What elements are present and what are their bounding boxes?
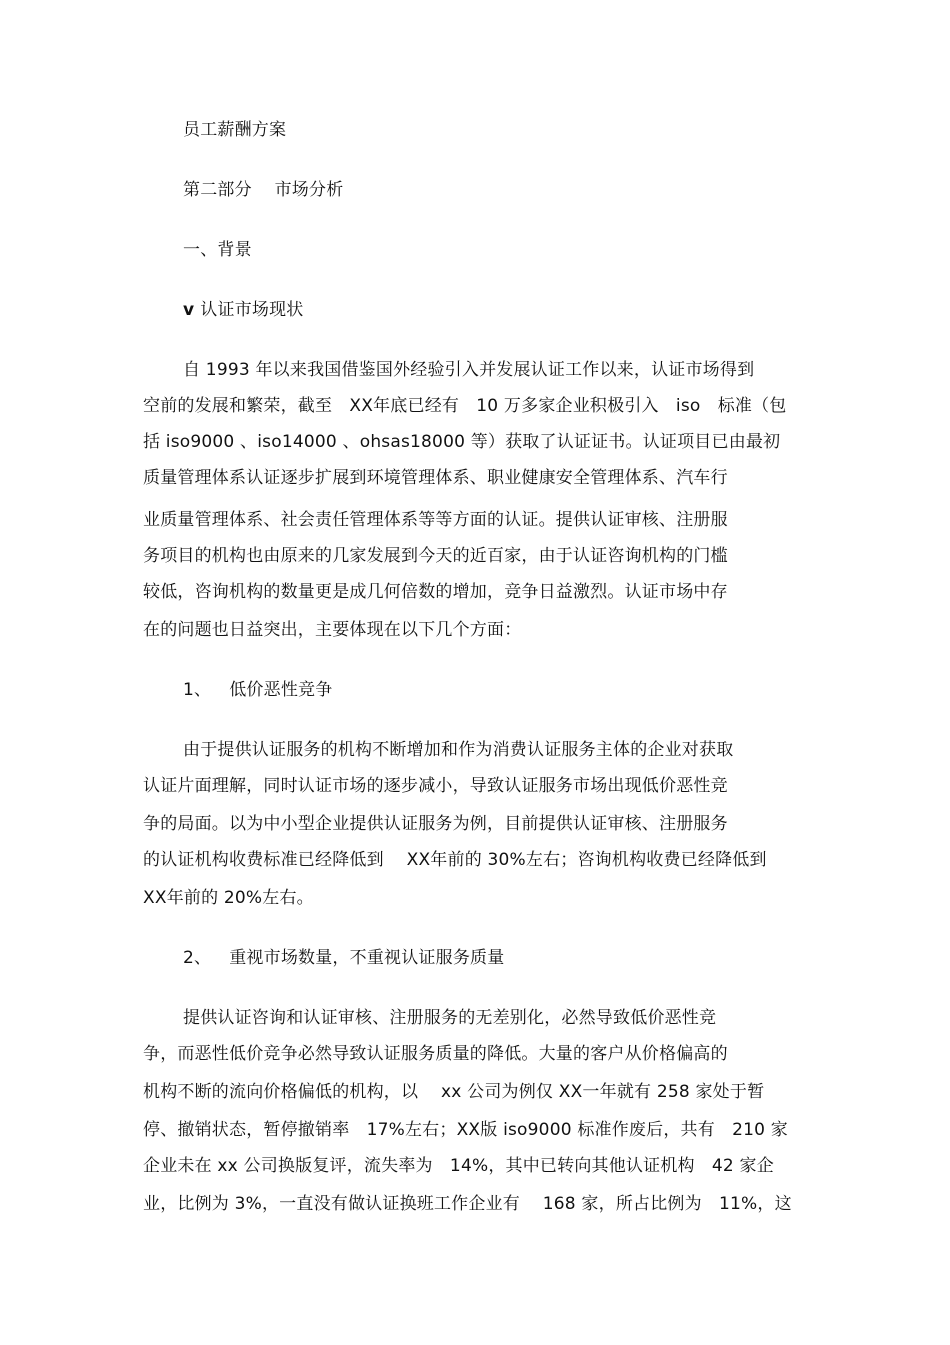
point2-heading [183, 948, 504, 968]
subsection-label: 认证市场现状 [200, 300, 304, 320]
paragraph1-line: 在的问题也日益突出，主要体现在以下几个方面： [143, 620, 522, 640]
paragraph1-line: 务项目的机构也由原来的几家发展到今天的近百家，由于认证咨询机构的门槛 [143, 546, 728, 566]
bullet-icon: v [183, 300, 195, 320]
paragraph1-line: 空前的发展和繁荣，截至 XX年底已经有 10 万多家企业积极引入 iso 标准（包 [143, 396, 787, 416]
paragraph2-line: XX年前的 20%左右。 [143, 888, 314, 908]
paragraph3-line: 企业未在 xx 公司换版复评，流失率为 14%，其中已转向其他认证机构 42 家企 [143, 1156, 774, 1176]
paragraph3-line: 机构不断的流向价格偏低的机构，以 xx 公司为例仅 XX一年就有 258 家处于暂 [143, 1082, 765, 1102]
paragraph3-line: 提供认证咨询和认证审核、注册服务的无差别化，必然导致低价恶性竞 [183, 1008, 717, 1028]
point1-label: 低价恶性竞争 [229, 680, 333, 700]
paragraph3-line: 业，比例为 3%，一直没有做认证换班工作企业有 168 家，所占比例为 11%，这 [143, 1194, 792, 1214]
paragraph1-line: 质量管理体系认证逐步扩展到环境管理体系、职业健康安全管理体系、汽车行 [143, 468, 728, 488]
point1-number: 1、 [183, 680, 212, 700]
paragraph2-line: 争的局面。以为中小型企业提供认证服务为例，目前提供认证审核、注册服务 [143, 814, 728, 834]
paragraph2-line: 由于提供认证服务的机构不断增加和作为消费认证服务主体的企业对获取 [183, 740, 734, 760]
section-heading: 一、背景 [183, 240, 252, 260]
point2-label: 重视市场数量，不重视认证服务质量 [229, 948, 505, 968]
paragraph1-line: 较低，咨询机构的数量更是成几何倍数的增加，竞争日益激烈。认证市场中存 [143, 582, 728, 602]
paragraph2-line: 的认证机构收费标准已经降低到 XX年前的 30%左右；咨询机构收费已经降低到 [143, 850, 767, 870]
document-title: 员工薪酬方案 [183, 120, 287, 140]
point1-heading [183, 680, 332, 700]
paragraph2-line: 认证片面理解，同时认证市场的逐步减小，导致认证服务市场出现低价恶性竞 [143, 776, 728, 796]
subsection-heading [183, 300, 304, 320]
paragraph1-line: 自 1993 年以来我国借鉴国外经验引入并发展认证工作以来，认证市场得到 [183, 360, 755, 380]
point2-number: 2、 [183, 948, 212, 968]
paragraph1-line: 业质量管理体系、社会责任管理体系等等方面的认证。提供认证审核、注册服 [143, 510, 728, 530]
paragraph3-line: 争，而恶性低价竞争必然导致认证服务质量的降低。大量的客户从价格偏高的 [143, 1044, 728, 1064]
part-heading: 第二部分 市场分析 [183, 180, 344, 200]
paragraph3-line: 停、撤销状态，暂停撤销率 17%左右；XX版 iso9000 标准作废后，共有 210 家 [143, 1120, 788, 1140]
paragraph1-line: 括 iso9000 、iso14000 、ohsas18000 等）获取了认证证书。认证项目已由最初 [143, 432, 781, 452]
